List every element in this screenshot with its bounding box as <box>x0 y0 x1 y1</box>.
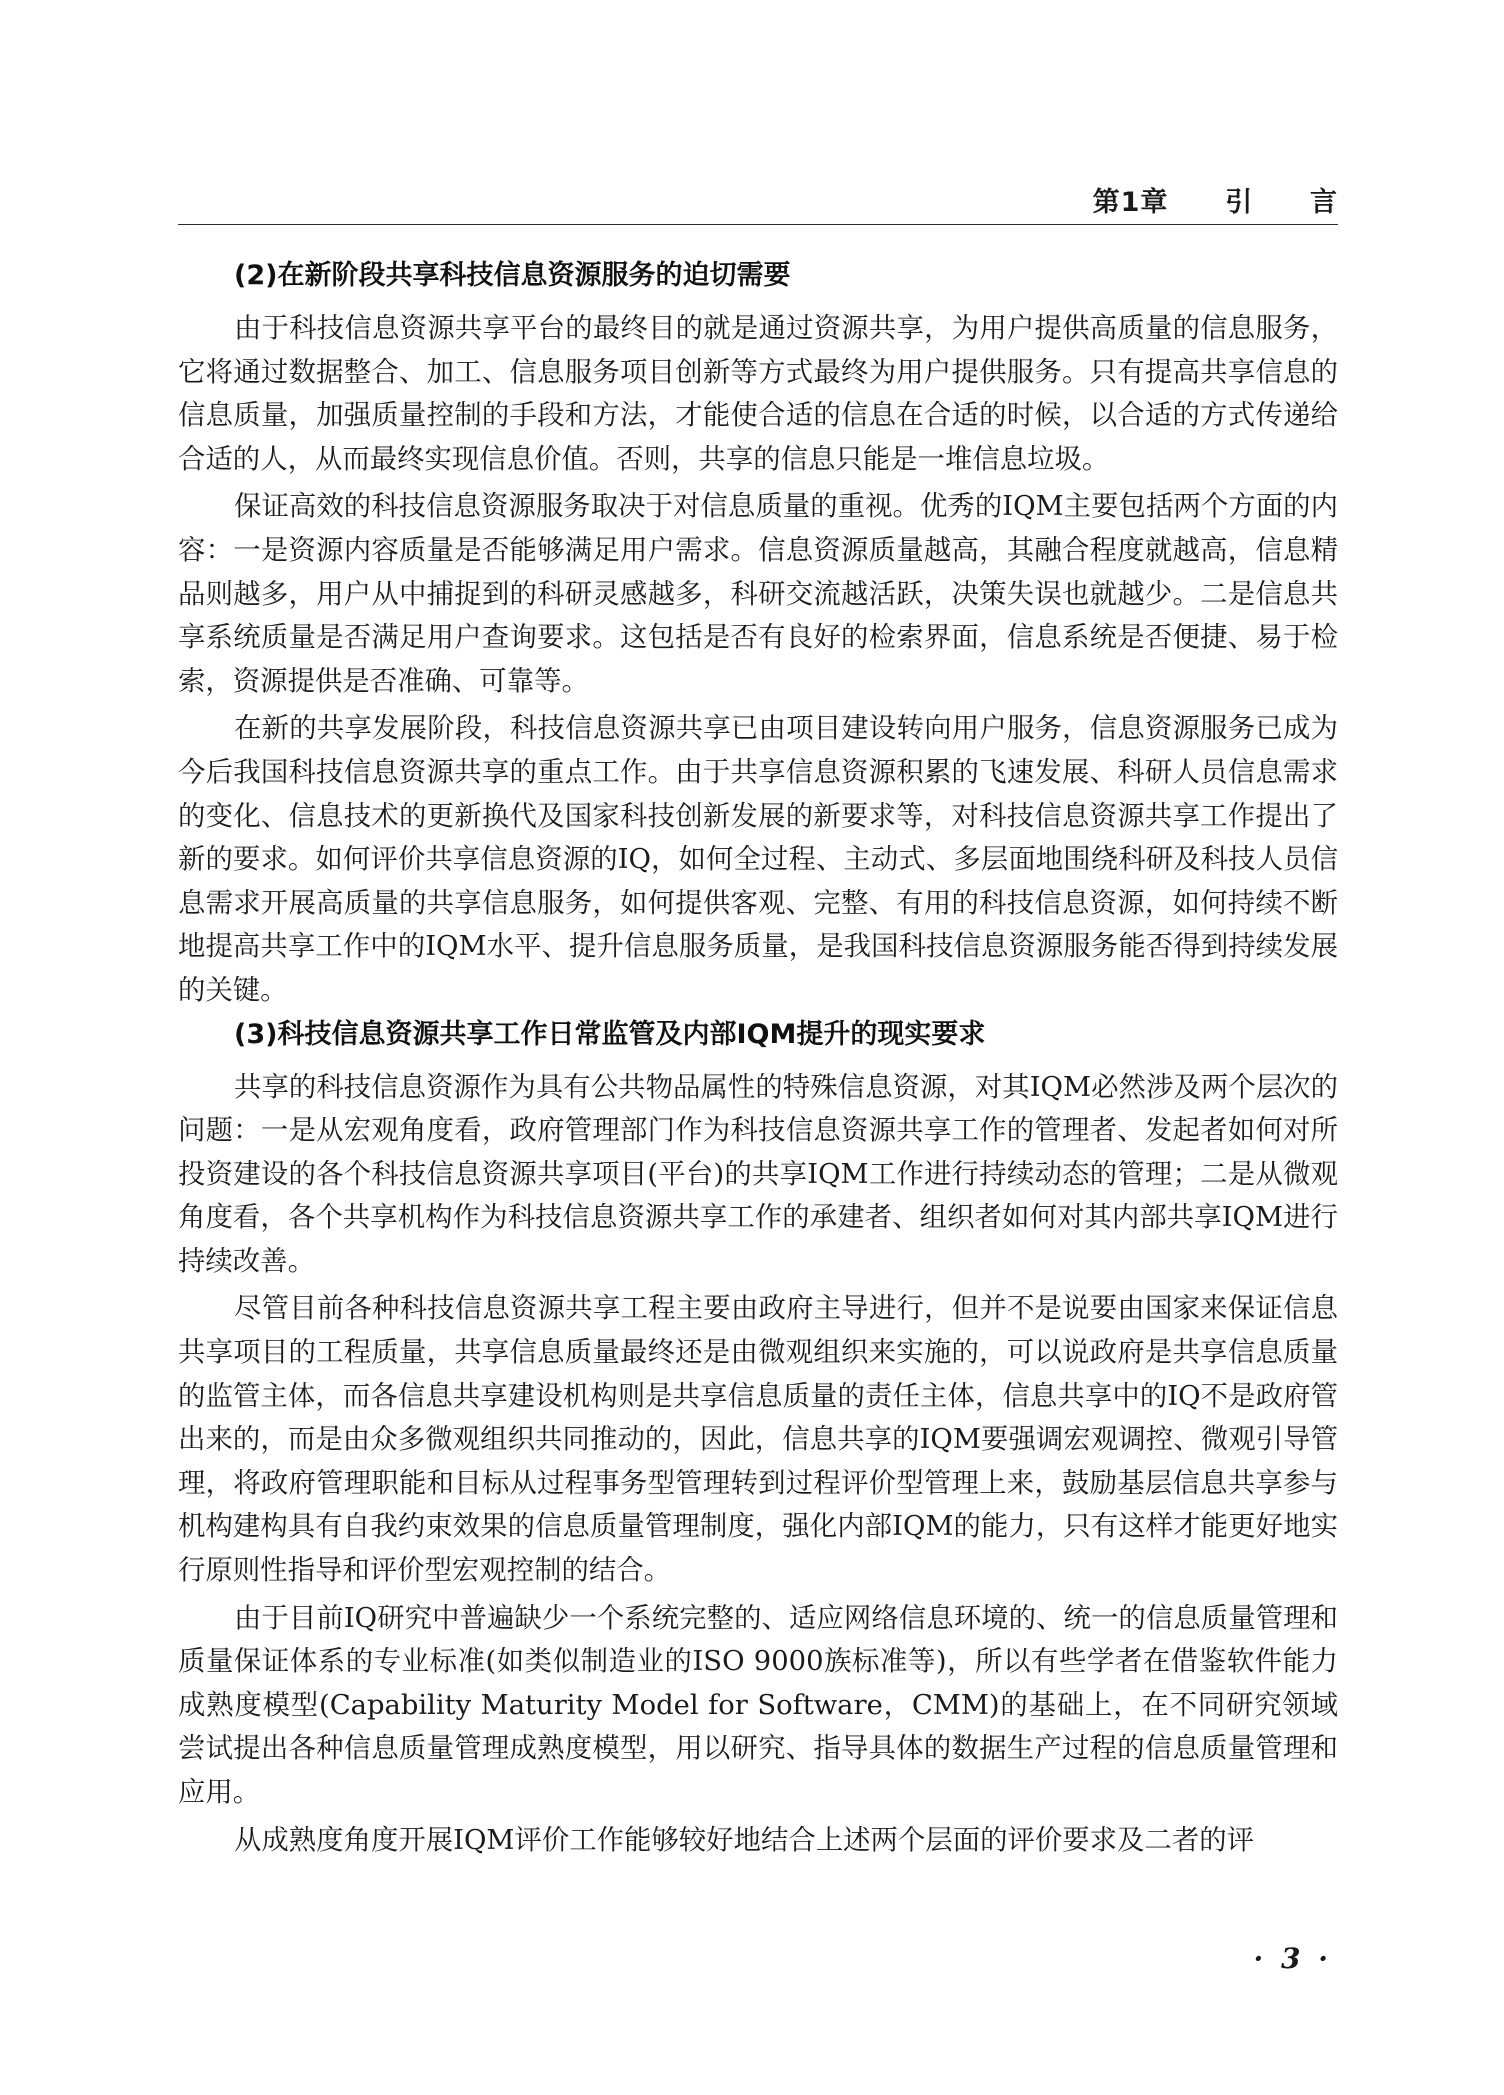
chapter-label: 第1章 引 言 <box>1092 187 1338 218</box>
section-2 <box>178 258 1338 1013</box>
paragraph: 在新的共享发展阶段，科技信息资源共享已由项目建设转向用户服务，信息资源服务已成为今后我国科技信息资源共享的重点工作。由于共享信息资源积累的飞速发展、科研人员信息需求的变化、信息技术的更新换代及国家科技创新发展的新要求等，对科技信息资源共享工作提出了新的要求。如何评价共享信息资源的IQ，如何全过程、主动式、多层面地围绕科研及科技人员信息需求开展高质量的共享信息服务，如何提供客观、完整、有用的科技信息资源，如何持续不断地提高共享工作中的IQM水平、提升信息服务质量，是我国科技信息资源服务能否得到持续发展的关键。 <box>178 713 1338 1006</box>
paragraph: 从成熟度角度开展IQM评价工作能够较好地结合上述两个层面的评价要求及二者的评 <box>234 1824 1254 1856</box>
paragraph: 保证高效的科技信息资源服务取决于对信息质量的重视。优秀的IQM主要包括两个方面的内容：一是资源内容质量是否能够满足用户需求。信息资源质量越高，其融合程度就越高，信息精品则越多，用户从中捕捉到的科研灵感越多，科研交流越活跃，决策失误也就越少。二是信息共享系统质量是否满足用户查询要求。这包括是否有良好的检索界面，信息系统是否便捷、易于检索，资源提供是否准确、可靠等。 <box>178 491 1338 697</box>
paragraph: 共享的科技信息资源作为具有公共物品属性的特殊信息资源，对其IQM必然涉及两个层次的问题：一是从宏观角度看，政府管理部门作为科技信息资源共享工作的管理者、发起者如何对所投资建设的各个科技信息资源共享项目(平台)的共享IQM工作进行持续动态的管理；二是从微观角度看，各个共享机构作为科技信息资源共享工作的承建者、组织者如何对其内部共享IQM进行持续改善。 <box>178 1071 1338 1277</box>
paragraph: 由于目前IQ研究中普遍缺少一个系统完整的、适应网络信息环境的、统一的信息质量管理和质量保证体系的专业标准(如类似制造业的ISO 9000族标准等)，所以有些学者在借鉴软件能力成熟度模型(Capability Maturity Model for Software，CMM)的基础上，在不同研究领域尝试提出各种信息质量管理成熟度模型，用以研究、指导具体的数据生产过程的信息质量管理和应用。 <box>178 1602 1338 1808</box>
running-header <box>178 176 1338 225</box>
paragraph: 由于科技信息资源共享平台的最终目的就是通过资源共享，为用户提供高质量的信息服务，它将通过数据整合、加工、信息服务项目创新等方式最终为用户提供服务。只有提高共享信息的信息质量，加强质量控制的手段和方法，才能使合适的信息在合适的时候，以合适的方式传递给合适的人，从而最终实现信息价值。否则，共享的信息只能是一堆信息垃圾。 <box>178 313 1338 475</box>
paragraph: 尽管目前各种科技信息资源共享工程主要由政府主导进行，但并不是说要由国家来保证信息共享项目的工程质量，共享信息质量最终还是由微观组织来实施的，可以说政府是共享信息质量的监管主体，而各信息共享建设机构则是共享信息质量的责任主体，信息共享中的IQ不是政府管出来的，而是由众多微观组织共同推动的，因此，信息共享的IQM要强调宏观调控、微观引导管理，将政府管理职能和目标从过程事务型管理转到过程评价型管理上来，鼓励基层信息共享参与机构建构具有自我约束效果的信息质量管理制度，强化内部IQM的能力，只有这样才能更好地实行原则性指导和评价型宏观控制的结合。 <box>178 1293 1338 1587</box>
page-body <box>178 258 1338 1866</box>
section-heading: (3)科技信息资源共享工作日常监管及内部IQM提升的现实要求 <box>234 1018 986 1050</box>
page-number: · 3 · <box>1253 1942 1332 1975</box>
section-3 <box>178 1017 1338 1863</box>
section-heading: (2)在新阶段共享科技信息资源服务的迫切需要 <box>234 260 791 291</box>
